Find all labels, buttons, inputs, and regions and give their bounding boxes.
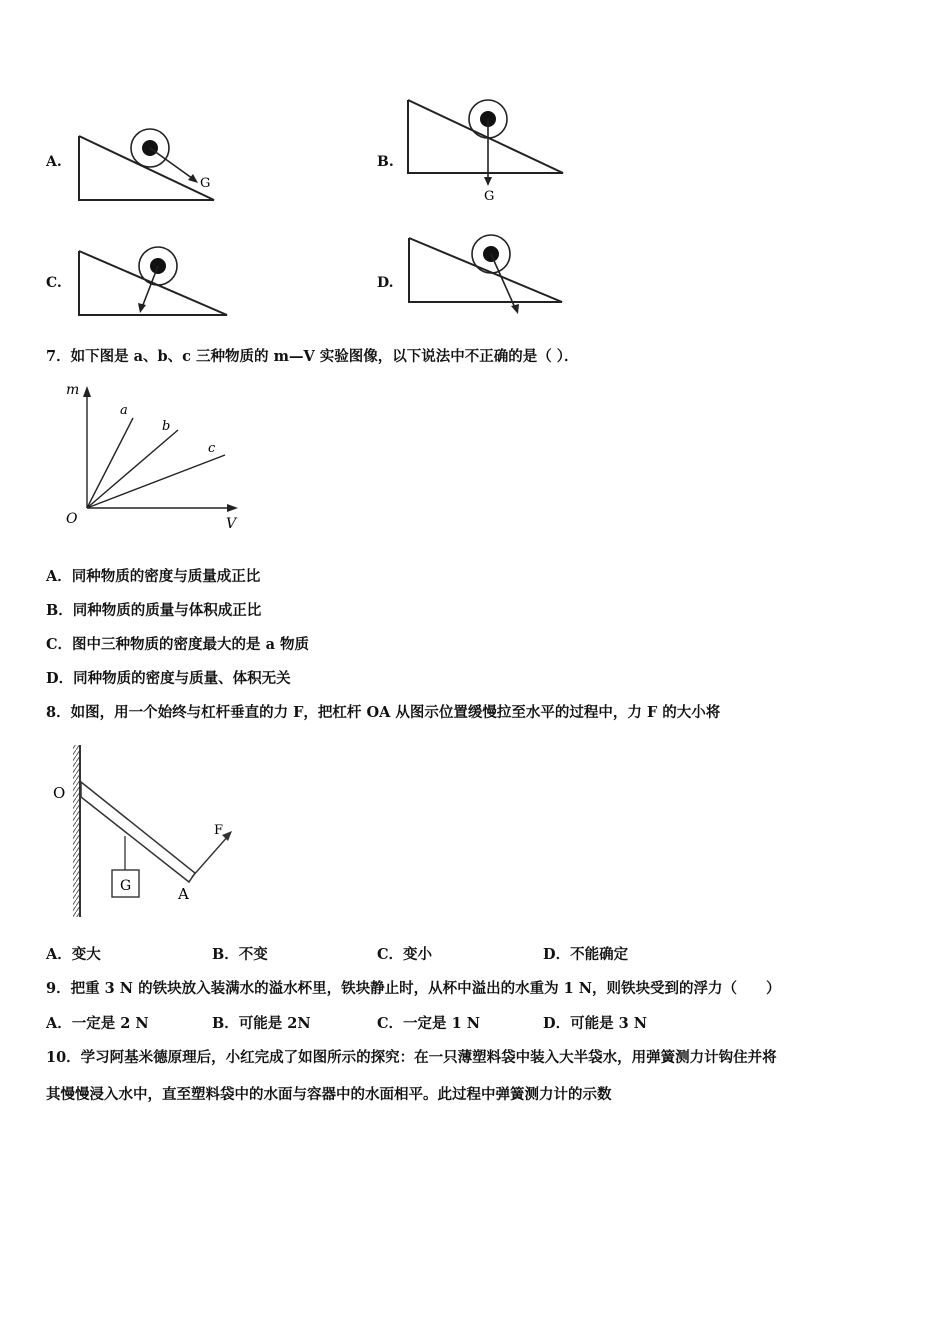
q6-option-c-letter: C. — [46, 275, 62, 291]
force-f-arrowhead — [222, 831, 232, 841]
graph-line-a-label: a — [120, 403, 128, 418]
lever-end-label: A — [178, 885, 189, 903]
graph-line-c-label: c — [208, 441, 216, 456]
q7-stem: 7．如下图是 a、b、c 三种物质的 m—V 实验图像，以下说法中不正确的是（ ）． — [46, 348, 579, 365]
lever-force-label: F — [214, 823, 224, 838]
q9-option-c: C．一定是 1 N — [377, 1015, 480, 1032]
lever-bar — [81, 782, 195, 882]
force-f-arrow — [192, 835, 229, 877]
lever-pivot-label: O — [53, 784, 66, 802]
q8-option-a: A．变大 — [46, 946, 101, 963]
graph-line-b-label: b — [162, 419, 171, 434]
q8-option-b: B．不变 — [212, 946, 268, 963]
q10-line-1: 10．学习阿基米德原理后，小红完成了如图所示的探究：在一只薄塑料袋中装入大半袋水，用弹簧测力计钩住并将 — [46, 1049, 777, 1066]
q8-option-c: C．变小 — [377, 946, 433, 963]
q6-option-a-letter: A. — [46, 154, 62, 170]
q7-option-b: B．同种物质的质量与体积成正比 — [46, 602, 262, 619]
q6-b-force-label: G — [484, 189, 495, 204]
graph-y-label: m — [66, 382, 80, 398]
q9-option-a: A．一定是 2 N — [46, 1015, 149, 1032]
q8-option-d: D．不能确定 — [543, 946, 629, 963]
lever-weight-label: G — [120, 878, 132, 894]
graph-origin-label: O — [66, 511, 78, 527]
q9-stem: 9．把重 3 N 的铁块放入装满水的溢水杯里，铁块静止时，从杯中溢出的水重为 1 N，则铁块受到的浮力（ ） — [46, 980, 781, 997]
graph-x-label: V — [226, 516, 237, 532]
wall-hatch — [73, 745, 80, 917]
q8-stem: 8．如图，用一个始终与杠杆垂直的力 F，把杠杆 OA 从图示位置缓慢拉至水平的过程中，力 F 的大小将 — [46, 704, 721, 721]
q10-line-2: 其慢慢浸入水中，直至塑料袋中的水面与容器中的水面相平。此过程中弹簧测力计的示数 — [46, 1086, 612, 1103]
q6-option-d-letter: D. — [377, 275, 394, 291]
q9-option-d: D．可能是 3 N — [543, 1015, 648, 1032]
q7-option-c: C．图中三种物质的密度最大的是 a 物质 — [46, 636, 310, 653]
q7-option-d: D．同种物质的密度与质量、体积无关 — [46, 670, 291, 687]
q6-a-force-label: G — [200, 176, 211, 191]
q6-option-b-letter: B. — [377, 154, 394, 170]
q7-option-a: A．同种物质的密度与质量成正比 — [46, 568, 261, 585]
q9-option-b: B．可能是 2N — [212, 1015, 311, 1032]
